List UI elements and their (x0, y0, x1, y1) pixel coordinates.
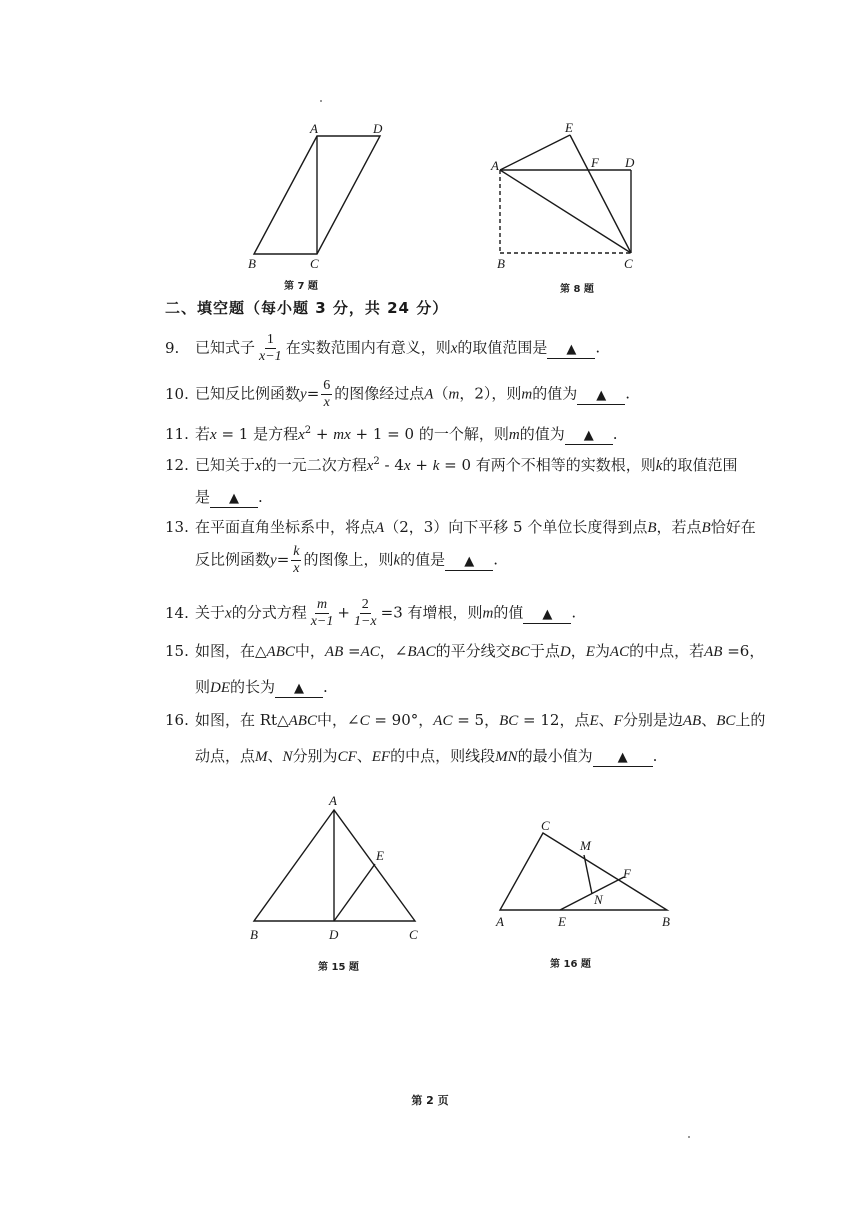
label-b: B (248, 256, 256, 271)
figure-7 (240, 118, 400, 278)
label-b: B (497, 256, 505, 271)
label-e: E (376, 848, 384, 863)
fraction: $\frac{k}{x}$ (293, 544, 300, 576)
question-number: 10. (165, 384, 189, 403)
page-number: 第 2 页 (411, 1094, 449, 1107)
figure-8-diagram (488, 118, 648, 278)
fraction: $\frac{1}{x-1}$ (259, 332, 282, 364)
question-number: 9. (165, 338, 180, 357)
figure-8-caption: 第 8 题 (560, 284, 594, 295)
answer-blank: ▲ (275, 681, 323, 698)
question-number: 13. (165, 518, 189, 536)
label-b: B (662, 914, 670, 929)
label-e: E (558, 914, 566, 929)
question-13-line-2: 反比例函数y= $\frac{k}{x}$ 的图像上，则k的值是 ▲ . (195, 544, 498, 576)
question-10: 10. 已知反比例函数y= $\frac{6}{x}$ 的图像经过点A（m，2），则m的值为 ▲ . (165, 378, 630, 410)
figure-16-caption: 第 16 题 (550, 959, 591, 970)
question-14: 14. 关于x的分式方程 $\frac{m}{x-1}$ + $\frac{2}{1-x}$ =3 有增根，则m的值 ▲ . (165, 597, 577, 629)
scan-speck (320, 100, 322, 102)
question-number: 11. (165, 425, 189, 443)
label-e: E (565, 120, 573, 135)
answer-blank: ▲ (210, 491, 258, 508)
figure-15-diagram (240, 792, 440, 952)
question-number: 15. (165, 642, 189, 660)
figure-8 (488, 118, 648, 278)
label-a: A (329, 793, 337, 808)
label-d: D (625, 155, 635, 170)
scan-speck (688, 1136, 690, 1138)
label-c: C (409, 927, 418, 942)
label-a: A (491, 158, 499, 173)
figure-7-diagram (240, 118, 400, 278)
label-f: F (591, 155, 599, 170)
fraction: $\frac{m}{x-1}$ (310, 597, 334, 629)
label-c: C (541, 818, 550, 833)
label-d: D (329, 927, 339, 942)
question-12-line-2: 是 ▲ . (195, 488, 263, 506)
segment-ec (570, 135, 631, 253)
figure-15-caption: 第 15 题 (318, 962, 359, 973)
figure-15 (240, 792, 440, 952)
question-number: 16. (165, 711, 189, 729)
segment-ac (500, 170, 631, 253)
answer-blank: ▲ (577, 388, 625, 405)
answer-blank: ▲ (593, 750, 653, 767)
section-title: 二、填空题（每小题 3 分，共 24 分） (165, 299, 449, 317)
figure-7-caption: 第 7 题 (284, 281, 318, 292)
question-15: 15. 如图，在△ABC中，AB =AC，∠BAC的平分线交BC于点D，E为AC的中点，若AB =6， (165, 642, 765, 660)
label-f: F (623, 866, 631, 881)
answer-blank: ▲ (523, 607, 571, 624)
question-16-line-2: 动点，点M、N分别为CF、EF的中点，则线段MN的最小值为 ▲ . (195, 747, 658, 765)
question-12: 12. 已知关于x的一元二次方程$x^2 - 4x + k = 0$ 有两个不相等的实数根，则k的取值范围 (165, 456, 738, 474)
question-16: 16. 如图，在 Rt△ABC中，∠C = 90°，AC = 5，BC = 12，点E、F分别是边AB、BC上的 (165, 711, 766, 729)
label-c: C (624, 256, 633, 271)
label-m: M (580, 838, 591, 853)
label-a: A (496, 914, 504, 929)
label-n: N (594, 892, 603, 907)
answer-blank: ▲ (565, 428, 613, 445)
question-number: 12. (165, 456, 189, 474)
answer-blank: ▲ (547, 342, 595, 359)
question-11: 11. 若x = 1 是方程$x^2$ + mx + 1 = 0 的一个解，则m的值为 ▲ . (165, 425, 618, 443)
question-15-line-2: 则DE的长为 ▲ . (195, 678, 328, 696)
figure-16-diagram (490, 815, 680, 935)
label-a: A (310, 121, 318, 136)
label-d: D (373, 121, 383, 136)
fraction: $\frac{2}{1-x}$ (353, 597, 377, 629)
fraction: $\frac{6}{x}$ (323, 378, 331, 410)
question-9: 9. 已知式子 $\frac{1}{x-1}$ 在实数范围内有意义，则x的取值范围是 ▲ . (165, 332, 601, 364)
figure-16 (490, 815, 680, 935)
answer-blank: ▲ (445, 554, 493, 571)
label-b: B (250, 927, 258, 942)
segment-ae (500, 135, 570, 170)
question-13: 13. 在平面直角坐标系中，将点A（2，3）向下平移 5 个单位长度得到点B，若点B恰好在 (165, 518, 756, 536)
segment-de (334, 864, 375, 921)
label-c: C (310, 256, 319, 271)
question-number: 14. (165, 603, 189, 622)
